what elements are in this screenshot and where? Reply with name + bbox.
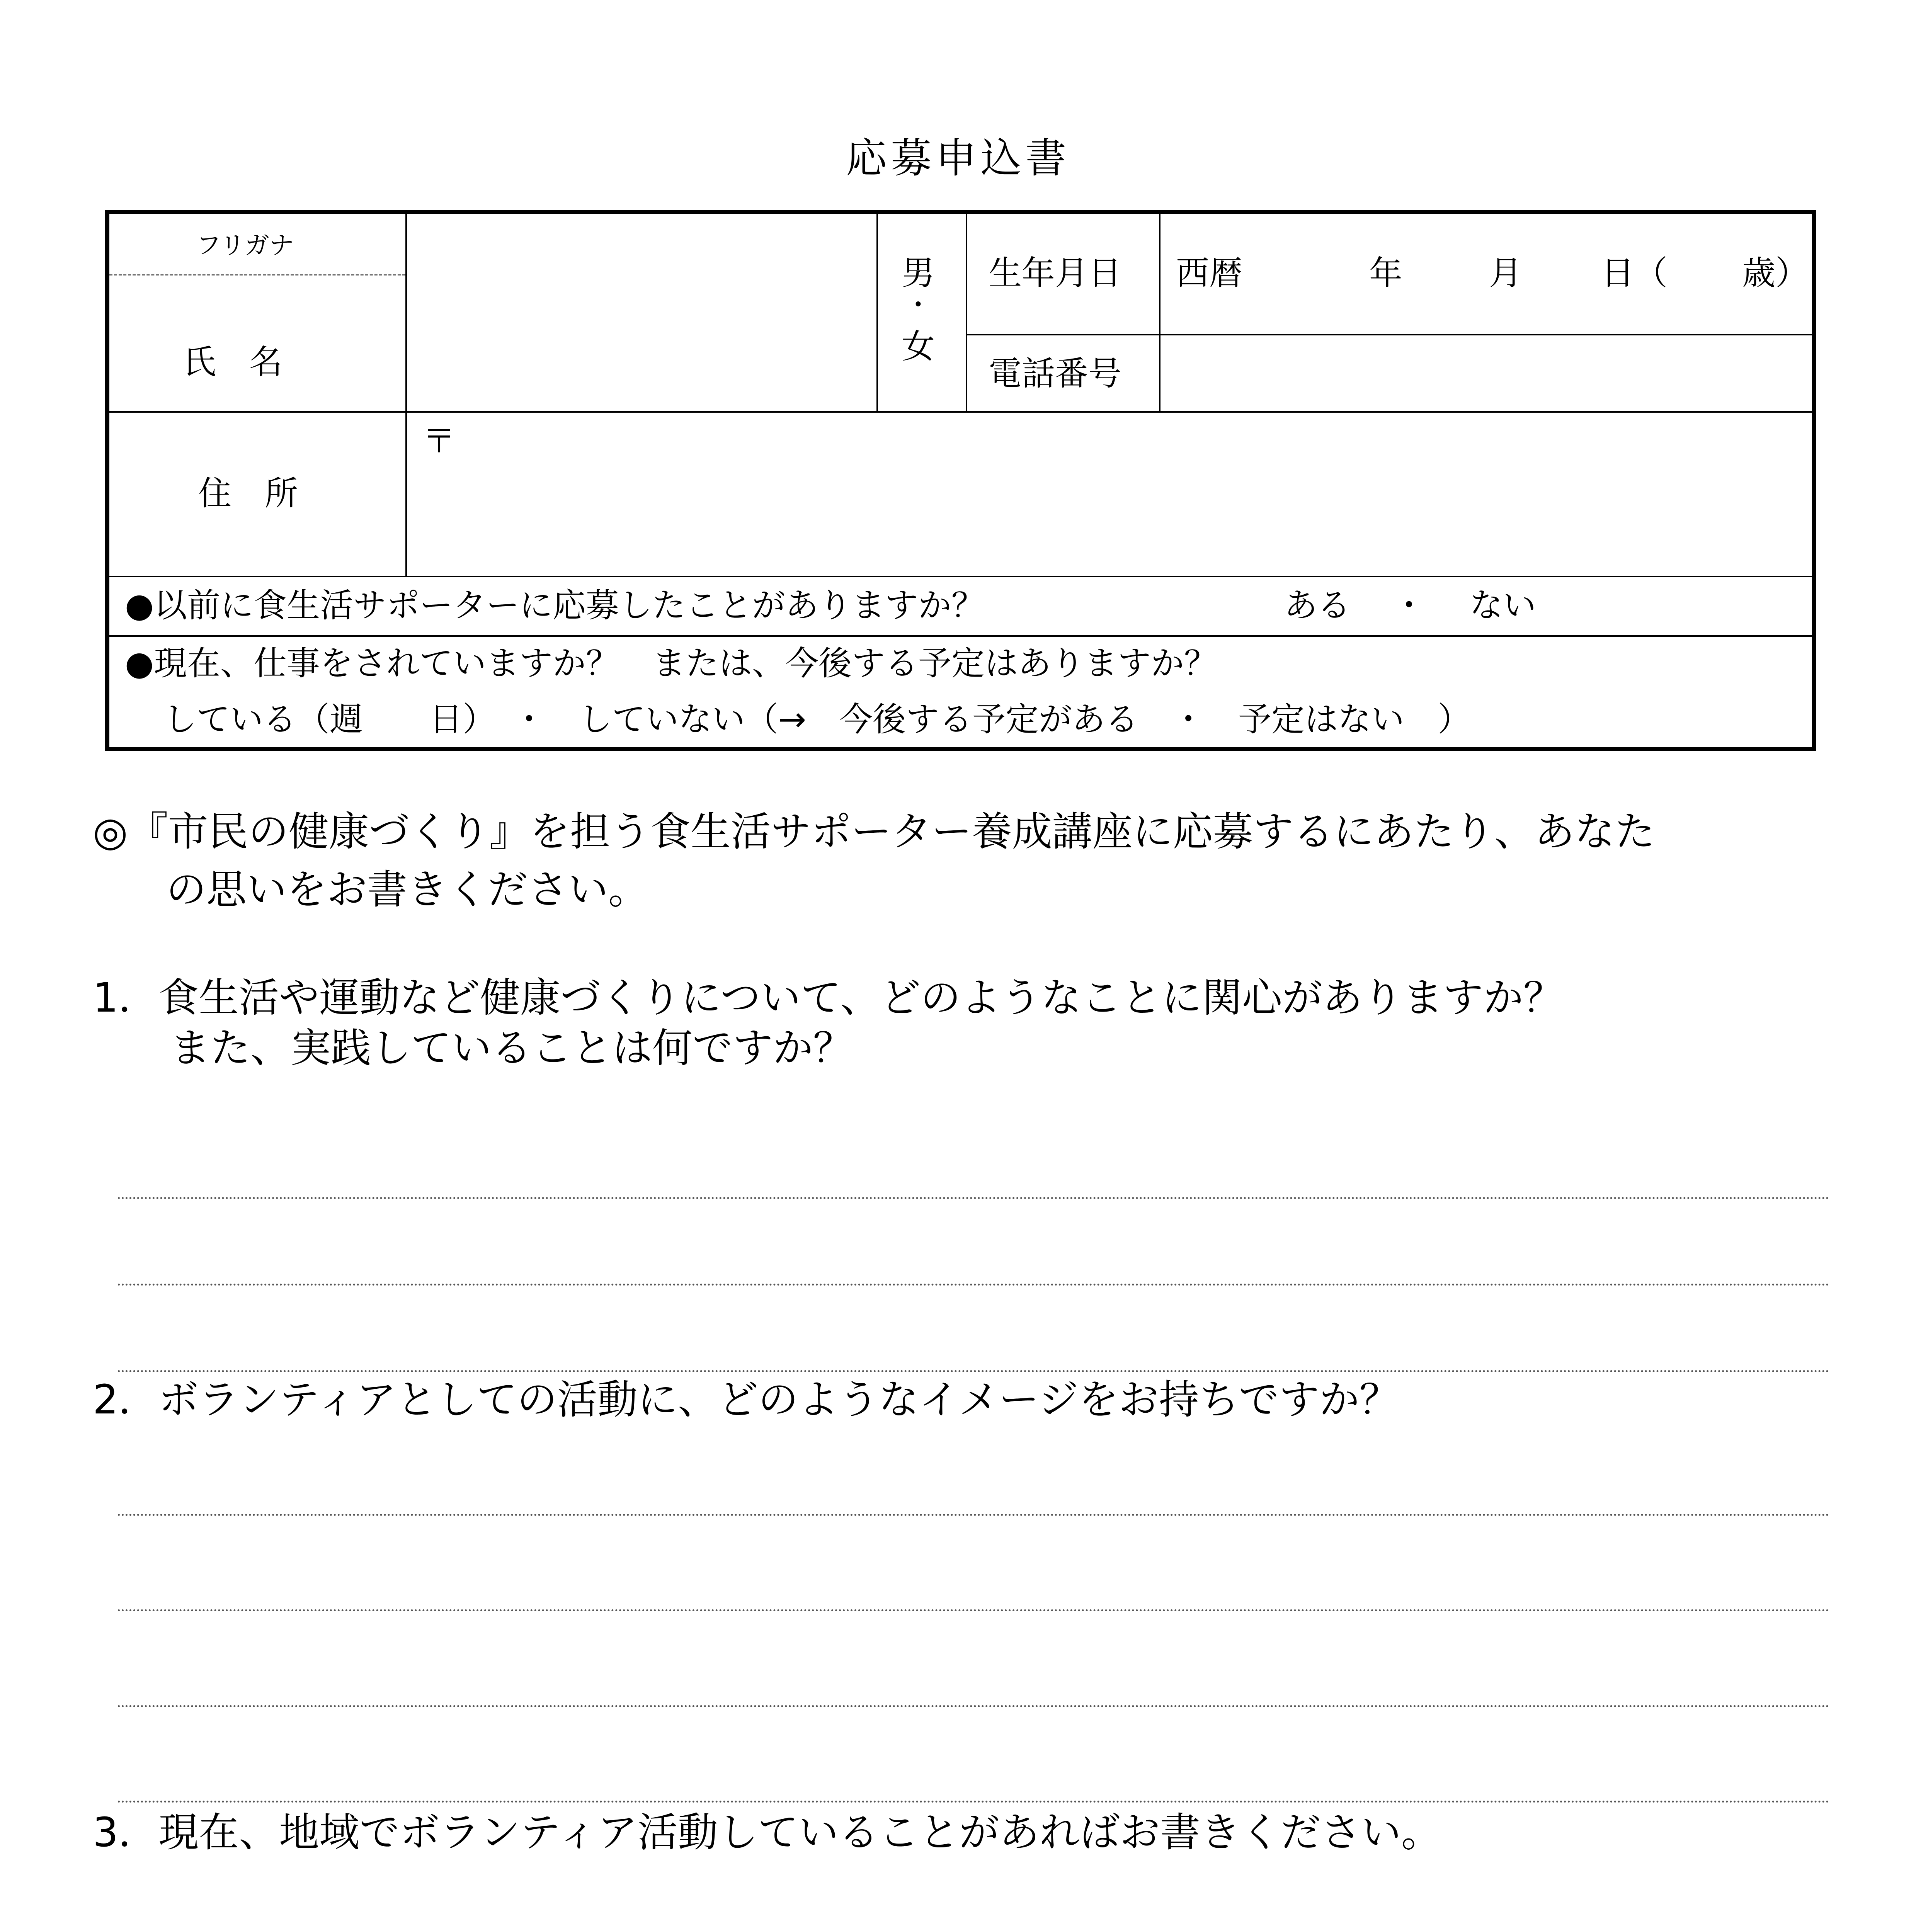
answer-line[interactable] xyxy=(118,1801,1830,1803)
gender-right-divider xyxy=(966,214,967,411)
work-options[interactable]: している（週 日） ・ していない（→ 今後する予定がある ・ 予定はない ） xyxy=(163,700,1471,739)
answer-line[interactable] xyxy=(118,1370,1830,1372)
birthdate-age-unit: 歳） xyxy=(1742,254,1809,293)
address-row-divider xyxy=(109,576,1814,577)
birthdate-month-unit: 月 xyxy=(1489,254,1522,293)
question-1-sub: また、実践していることは何ですか？ xyxy=(170,1024,854,1071)
phone-input[interactable] xyxy=(1164,342,1810,407)
application-form xyxy=(105,210,1816,751)
gender-separator: ・ xyxy=(905,289,932,321)
phone-label: 電話番号 xyxy=(989,354,1121,393)
birthdate-year-unit: 年 xyxy=(1369,254,1402,293)
intro-line-1: ◎『市民の健康づくり』を担う食生活サポーター養成講座に応募するにあたり、あなた xyxy=(93,808,1655,855)
postal-mark: 〒 xyxy=(422,422,456,461)
birthdate-label: 生年月日 xyxy=(989,254,1121,293)
answer-line[interactable] xyxy=(118,1197,1830,1199)
prior-option-separator: ・ xyxy=(1392,586,1426,625)
question-1: 1．食生活や運動など健康づくりについて、どのようなことに関心がありますか？ xyxy=(93,974,1564,1021)
answer-line[interactable] xyxy=(118,1514,1830,1516)
question-3: 3．現在、地域でボランティア活動していることがあればお書きください。 xyxy=(93,1809,1441,1856)
name-label: 氏 名 xyxy=(183,343,282,381)
birthdate-day-unit: 日（ xyxy=(1601,254,1668,293)
gender-left-divider xyxy=(876,214,878,411)
furigana-input[interactable] xyxy=(411,226,871,272)
page-title: 応募申込書 xyxy=(846,134,1070,182)
prior-option-yes[interactable]: ある xyxy=(1284,586,1351,625)
address-label: 住 所 xyxy=(198,474,298,513)
birthdate-divider xyxy=(966,334,1814,335)
prior-row-divider xyxy=(109,635,1814,637)
gender-female[interactable]: 女 xyxy=(902,327,935,366)
prior-option-no[interactable]: ない xyxy=(1470,586,1536,625)
birthdate-era: 西暦 xyxy=(1176,254,1242,293)
intro-line-2: の思いをお書きください。 xyxy=(166,866,649,913)
answer-line[interactable] xyxy=(118,1705,1830,1707)
answer-line[interactable] xyxy=(118,1609,1830,1611)
name-input[interactable] xyxy=(411,280,871,407)
furigana-divider xyxy=(109,274,405,276)
address-input[interactable] xyxy=(411,419,1810,570)
furigana-label: フリガナ xyxy=(196,231,294,260)
label-column-divider xyxy=(405,214,407,576)
gender-male[interactable]: 男 xyxy=(902,254,935,293)
answer-line[interactable] xyxy=(118,1284,1830,1286)
work-question: ●現在、仕事をされていますか？ または、今後する予定はありますか？ xyxy=(125,644,1218,683)
question-2: 2．ボランティアとしての活動に、どのようなイメージをお持ちですか？ xyxy=(93,1376,1400,1423)
prior-application-question: ●以前に食生活サポーターに応募したことがありますか？ xyxy=(125,586,985,625)
birthdate-value-divider xyxy=(1159,214,1160,411)
name-row-divider xyxy=(109,411,1814,413)
